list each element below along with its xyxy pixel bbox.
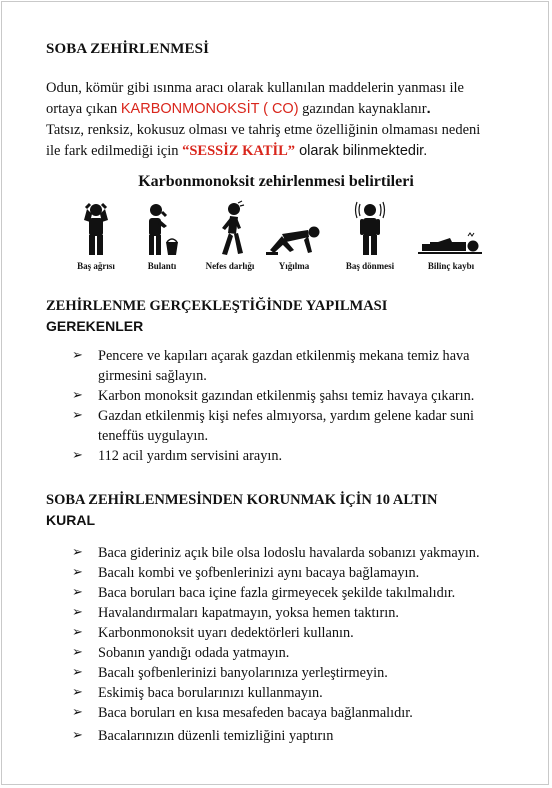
dizziness-icon xyxy=(348,200,392,256)
list-item xyxy=(72,583,512,603)
symptom-breathlessness xyxy=(194,200,266,271)
list-item xyxy=(72,346,512,386)
intro-text: ile fark edilmediği için xyxy=(46,143,183,159)
symptom-unconscious xyxy=(406,200,496,271)
list-item-text: Gazdan etkilenmiş kişi nefes almıyorsa, yardım gelene kadar suni teneffüs uygulayın. xyxy=(98,408,474,444)
symptom-label: Baş dönmesi xyxy=(345,261,395,271)
arrow-bullet-icon: ➢ xyxy=(72,565,83,580)
intro-line-4 xyxy=(46,141,516,162)
section-title-line: SOBA ZEHİRLENMESİNDEN KORUNMAK İÇİN 10 ALTIN xyxy=(46,492,438,508)
symptom-label: Yığılma xyxy=(278,261,310,271)
list-item xyxy=(72,683,512,703)
list-item xyxy=(72,563,512,583)
list-item-text: Bacalı kombi ve şofbenlerinizi aynı bacaya bağlamayın. xyxy=(98,565,420,581)
list-item xyxy=(72,543,512,563)
arrow-bullet-icon: ➢ xyxy=(72,685,83,700)
section-title-emergency xyxy=(46,296,516,336)
arrow-bullet-icon: ➢ xyxy=(72,348,83,363)
symptom-label: Baş ağrısı xyxy=(77,261,115,271)
symptom-label: Nefes darlığı xyxy=(205,261,255,271)
list-item-text: Bacalarınızın düzenli temizliğini yaptırın xyxy=(98,728,334,744)
section-title-line: ZEHİRLENME GERÇEKLEŞTİĞİNDE YAPILMASI xyxy=(46,298,388,314)
list-item-text: Baca boruları baca içine fazla girmeyecek şekilde takılmalıdır. xyxy=(98,585,456,601)
collapse-icon xyxy=(264,200,324,256)
section-title-prevention xyxy=(46,490,516,530)
headache-icon xyxy=(74,200,118,256)
intro-text: ortaya çıkan xyxy=(46,101,121,117)
list-item xyxy=(72,603,512,623)
intro-line-3: Tatsız, renksiz, kokusuz olması ve tahriş etme özelliğinin olmaması nedeni xyxy=(46,122,481,138)
intro-paragraph xyxy=(46,78,516,162)
intro-text: gazından kaynaklanır xyxy=(298,101,427,117)
nausea-icon xyxy=(140,200,184,256)
arrow-bullet-icon: ➢ xyxy=(72,625,83,640)
arrow-bullet-icon: ➢ xyxy=(72,408,83,423)
silent-killer-term: “SESSİZ KATİL” xyxy=(182,143,296,159)
symptom-label: Bilinç kaybı xyxy=(427,261,475,271)
list-item-text: Karbonmonoksit uyarı dedektörleri kullanın. xyxy=(98,625,354,641)
list-item xyxy=(72,643,512,663)
symptom-label: Bulantı xyxy=(147,261,177,271)
list-item xyxy=(72,386,512,406)
symptoms-title: Karbonmonoksit zehirlenmesi belirtileri xyxy=(138,173,414,190)
symptom-headache xyxy=(60,200,132,271)
section-title-line: KURAL xyxy=(46,512,95,528)
breathlessness-icon xyxy=(208,200,252,256)
unconscious-icon xyxy=(416,200,486,256)
arrow-bullet-icon: ➢ xyxy=(72,705,83,720)
list-item-text: Eskimiş baca borularınızı kullanmayın. xyxy=(98,685,323,701)
arrow-bullet-icon: ➢ xyxy=(72,665,83,680)
list-item-text: Sobanın yandığı odada yatmayın. xyxy=(98,645,290,661)
list-item-text: Baca gideriniz açık bile olsa lodoslu havalarda sobanızı yakmayın. xyxy=(98,545,480,561)
list-item xyxy=(72,726,512,746)
intro-line-1: Odun, kömür gibi ısınma aracı olarak kullanılan maddelerin yanması ile xyxy=(46,80,464,96)
list-item-text: Pencere ve kapıları açarak gazdan etkilenmiş mekana temiz hava girmesini sağlayın. xyxy=(98,348,470,384)
page-title: SOBA ZEHİRLENMESİ xyxy=(46,41,210,57)
prevention-list xyxy=(72,543,512,746)
intro-line-2 xyxy=(46,99,516,120)
list-item xyxy=(72,623,512,643)
section-title-line: GEREKENLER xyxy=(46,318,144,334)
list-item xyxy=(72,663,512,683)
emergency-list xyxy=(72,346,512,466)
list-item-text: 112 acil yardım servisini arayın. xyxy=(98,448,283,464)
list-item xyxy=(72,406,512,446)
list-item-text: Bacalı şofbenlerinizi banyolarınıza yerleştirmeyin. xyxy=(98,665,388,681)
symptom-collapse xyxy=(258,200,330,271)
symptom-dizziness xyxy=(334,200,406,271)
intro-period: . xyxy=(426,101,431,117)
arrow-bullet-icon: ➢ xyxy=(72,645,83,660)
list-item xyxy=(72,703,512,723)
arrow-bullet-icon: ➢ xyxy=(72,585,83,600)
list-item xyxy=(72,446,512,466)
arrow-bullet-icon: ➢ xyxy=(72,728,83,743)
list-item-text: Havalandırmaları kapatmayın, yoksa hemen taktırın. xyxy=(98,605,399,621)
co-term: KARBONMONOKSİT xyxy=(120,101,260,117)
co-formula: ( CO) xyxy=(263,101,299,117)
symptom-nausea xyxy=(126,200,198,271)
list-item-text: Baca boruları en kısa mesafeden bacaya bağlanmalıdır. xyxy=(98,705,413,721)
list-item-text: Karbon monoksit gazından etkilenmiş şahsı temiz havaya çıkarın. xyxy=(98,388,475,404)
arrow-bullet-icon: ➢ xyxy=(72,605,83,620)
symptoms-row xyxy=(60,200,500,280)
arrow-bullet-icon: ➢ xyxy=(72,448,83,463)
arrow-bullet-icon: ➢ xyxy=(72,388,83,403)
arrow-bullet-icon: ➢ xyxy=(72,545,83,560)
intro-text: olarak bilinmektedir. xyxy=(295,143,428,159)
